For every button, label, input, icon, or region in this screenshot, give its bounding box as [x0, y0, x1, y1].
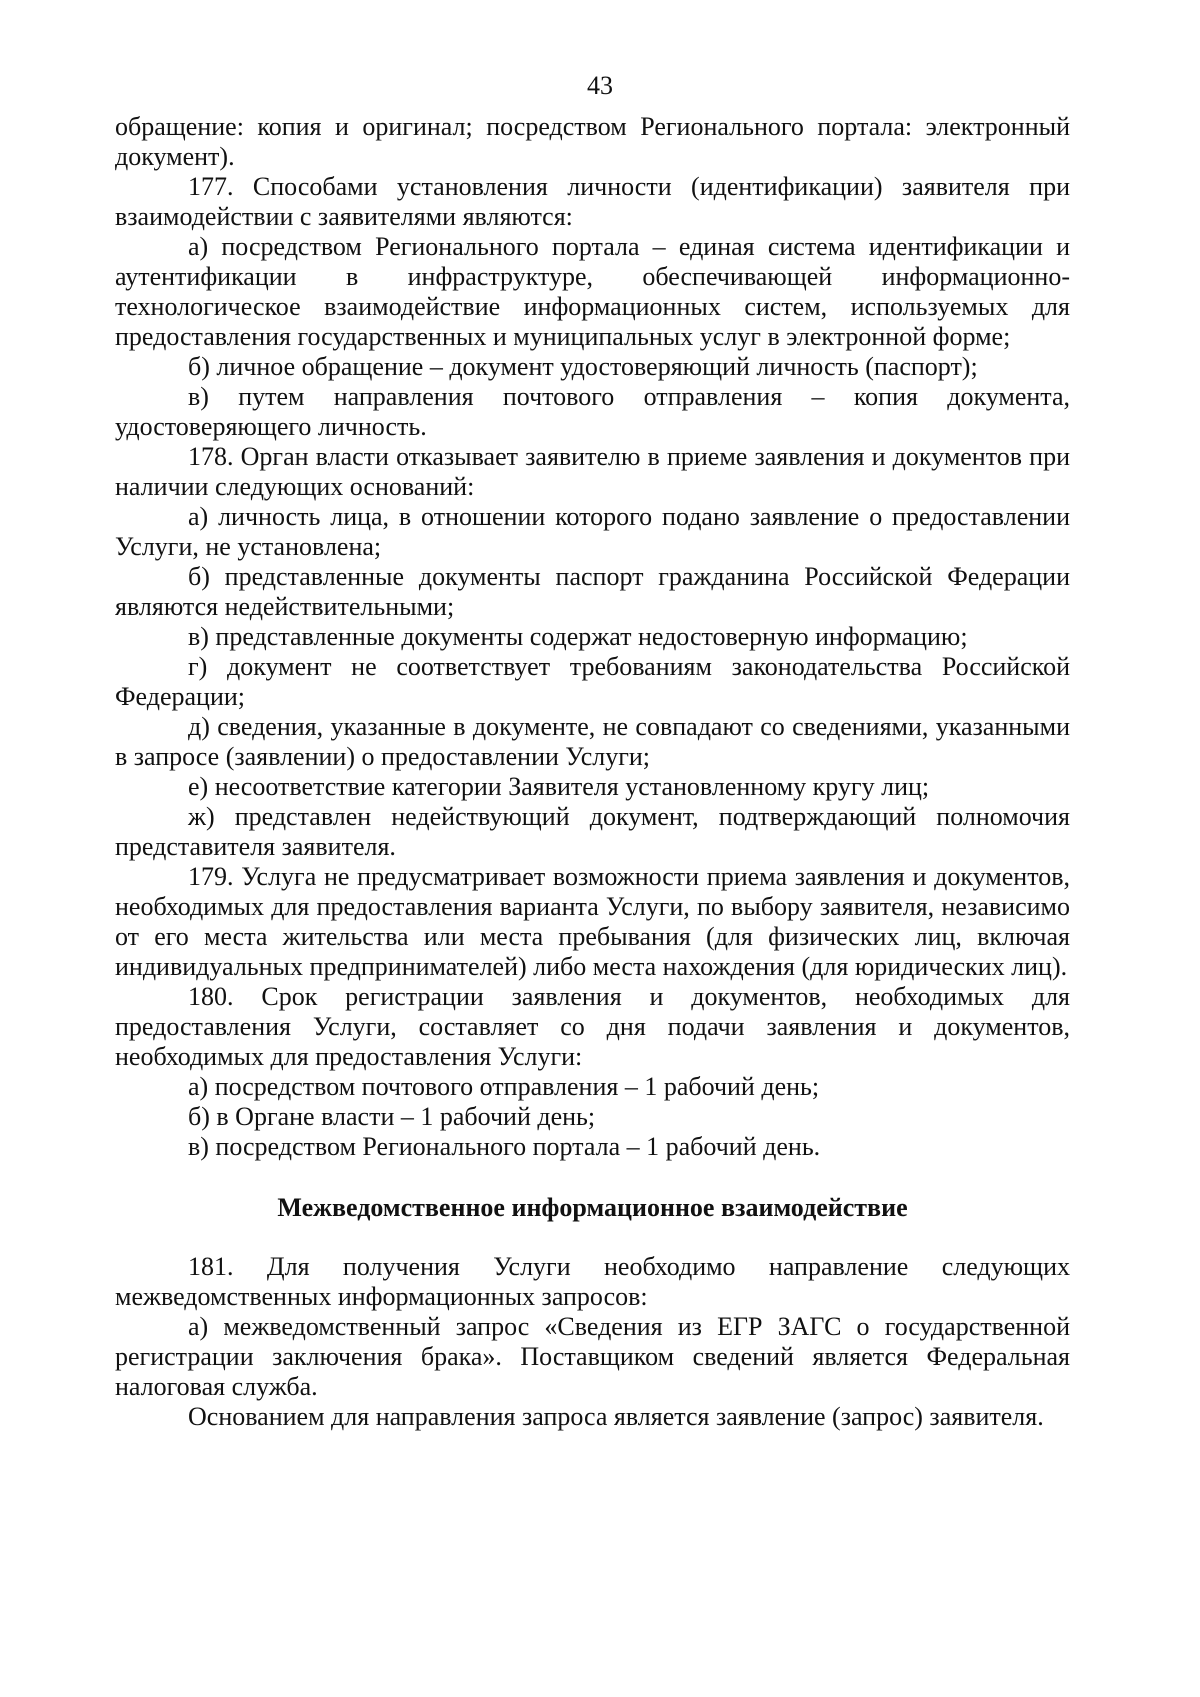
- list-item: а) межведомственный запрос «Сведения из ЕГР ЗАГС о государственной регистрации заключения брака». Поставщиком сведений является Федеральная налоговая служба.: [115, 1312, 1070, 1401]
- list-item: е) несоответствие категории Заявителя установленному кругу лиц;: [188, 772, 930, 801]
- list-item: д) сведения, указанные в документе, не совпадают со сведениями, указанными в запросе (заявлении) о предоставлении Услуги;: [115, 712, 1070, 771]
- list-item: а) посредством почтового отправления – 1 рабочий день;: [188, 1072, 820, 1101]
- list-item: ж) представлен недействующий документ, подтверждающий полномочия представителя заявителя.: [115, 802, 1070, 861]
- paragraph-181: 181. Для получения Услуги необходимо направление следующих межведомственных информационных запросов:: [115, 1252, 1070, 1311]
- document-body: [115, 112, 1070, 1432]
- list-item: а) посредством Регионального портала – единая система идентификации и аутентификации в инфраструктуре, обеспечивающей информационно-технологическое взаимодействие информационных систем, используемых для предоставления государственных и муниципальных услуг в электронной форме;: [115, 232, 1070, 351]
- list-item: в) представленные документы содержат недостоверную информацию;: [188, 622, 968, 651]
- list-item: г) документ не соответствует требованиям законодательства Российской Федерации;: [115, 652, 1070, 711]
- paragraph: обращение: копия и оригинал; посредством Регионального портала: электронный документ).: [115, 112, 1070, 171]
- paragraph-179: 179. Услуга не предусматривает возможности приема заявления и документов, необходимых для предоставления варианта Услуги, по выбору заявителя, независимо от его места жительства или места пребывания (для физических лиц, включая индивидуальных предпринимателей) либо места нахождения (для юридических лиц).: [115, 862, 1070, 981]
- list-item: в) посредством Регионального портала – 1 рабочий день.: [188, 1132, 821, 1161]
- list-item: в) путем направления почтового отправления – копия документа, удостоверяющего личность.: [115, 382, 1070, 441]
- paragraph-178: 178. Орган власти отказывает заявителю в приеме заявления и документов при наличии следующих оснований:: [115, 442, 1070, 501]
- list-item: б) личное обращение – документ удостоверяющий личность (паспорт);: [188, 352, 978, 381]
- page-number: 43: [587, 71, 613, 100]
- paragraph: Основанием для направления запроса является заявление (запрос) заявителя.: [188, 1402, 1044, 1431]
- paragraph-177: 177. Способами установления личности (идентификации) заявителя при взаимодействии с заявителями являются:: [115, 172, 1070, 231]
- list-item: б) в Органе власти – 1 рабочий день;: [188, 1102, 596, 1131]
- section-heading: Межведомственное информационное взаимодействие: [277, 1193, 908, 1222]
- paragraph-180: 180. Срок регистрации заявления и документов, необходимых для предоставления Услуги, составляет со дня подачи заявления и документов, необходимых для предоставления Услуги:: [115, 982, 1070, 1071]
- list-item: а) личность лица, в отношении которого подано заявление о предоставлении Услуги, не установлена;: [115, 502, 1070, 561]
- list-item: б) представленные документы паспорт гражданина Российской Федерации являются недействительными;: [115, 562, 1070, 621]
